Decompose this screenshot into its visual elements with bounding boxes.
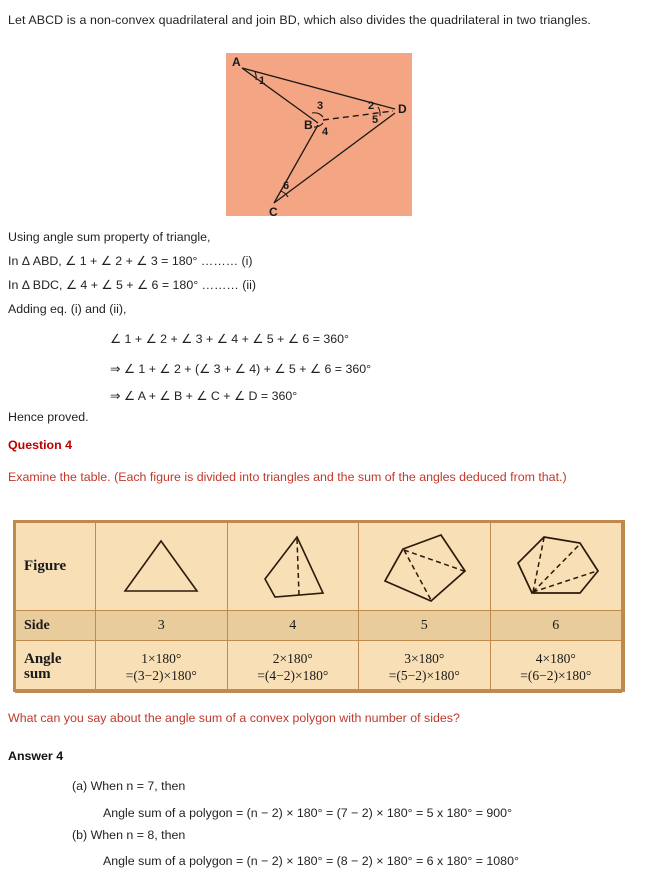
angle-sum-quadrilateral-line2: =(4−2)×180° xyxy=(257,667,329,683)
vertex-label-A: A xyxy=(232,55,241,69)
proof-equation-1: ∠ 1 + ∠ 2 + ∠ 3 + ∠ 4 + ∠ 5 + ∠ 6 = 360° xyxy=(110,332,350,346)
vertex-label-B: B xyxy=(304,118,313,132)
proof-line-2: In Δ ABD, ∠ 1 + ∠ 2 + ∠ 3 = 180° ……… (i) xyxy=(8,254,253,268)
angle-sum-hexagon xyxy=(490,641,622,693)
side-count-quadrilateral: 4 xyxy=(227,611,359,641)
angle-sum-pentagon-line2: =(5−2)×180° xyxy=(388,667,460,683)
row-label-figure: Figure xyxy=(16,523,96,611)
question-heading: Question 4 xyxy=(8,438,73,452)
non-convex-quadrilateral-figure xyxy=(226,53,412,216)
angle-number-2: 2 xyxy=(368,100,375,112)
angle-sum-triangle xyxy=(96,641,228,693)
answer-b-label: (b) When n = 8, then xyxy=(72,828,186,842)
proof-line-3: In Δ BDC, ∠ 4 + ∠ 5 + ∠ 6 = 180° ……… (ii) xyxy=(8,278,256,292)
row-label-angle-line1: Angle xyxy=(24,650,62,667)
table-row-figure xyxy=(16,523,622,611)
angle-sum-quadrilateral-line1: 2×180° xyxy=(272,650,313,666)
angle-sum-pentagon xyxy=(359,641,491,693)
row-label-side: Side xyxy=(16,611,96,641)
vertex-label-D: D xyxy=(398,102,407,116)
answer-a-label: (a) When n = 7, then xyxy=(72,779,186,793)
angle-sum-quadrilateral xyxy=(227,641,359,693)
table-row-angle-sum xyxy=(16,641,622,693)
figure-cell-pentagon xyxy=(359,523,491,611)
side-count-hexagon: 6 xyxy=(490,611,622,641)
angle-number-5: 5 xyxy=(372,114,379,126)
angle-sum-hexagon-line2: =(6−2)×180° xyxy=(520,667,592,683)
angle-number-3: 3 xyxy=(317,100,324,112)
answer-b-formula: Angle sum of a polygon = (n − 2) × 180° = (8 − 2) × 180° = 6 x 180° = 1080° xyxy=(103,854,519,868)
question-body: Examine the table. (Each figure is divided into triangles and the sum of the angles deduced from that.) xyxy=(8,470,567,484)
angle-number-4: 4 xyxy=(322,126,329,138)
side-count-triangle: 3 xyxy=(96,611,228,641)
proof-line-4: Adding eq. (i) and (ii), xyxy=(8,302,127,316)
proof-conclusion: Hence proved. xyxy=(8,410,89,424)
angle-sum-triangle-line1: 1×180° xyxy=(141,650,182,666)
figure-cell-quadrilateral xyxy=(227,523,359,611)
angle-sum-pentagon-line1: 3×180° xyxy=(404,650,445,666)
figure-cell-hexagon xyxy=(490,523,622,611)
side-count-pentagon: 5 xyxy=(359,611,491,641)
row-label-angle-sum xyxy=(16,641,96,693)
angle-sum-triangle-line2: =(3−2)×180° xyxy=(125,667,197,683)
answer-heading: Answer 4 xyxy=(8,749,64,763)
row-label-angle-line2: sum xyxy=(24,665,51,682)
angle-number-6: 6 xyxy=(283,180,290,192)
angle-sum-hexagon-line1: 4×180° xyxy=(535,650,576,666)
angle-number-1: 1 xyxy=(259,75,266,87)
question-followup: What can you say about the angle sum of a convex polygon with number of sides? xyxy=(8,711,460,725)
answer-a-formula: Angle sum of a polygon = (n − 2) × 180° = (7 − 2) × 180° = 5 x 180° = 900° xyxy=(103,806,513,820)
figure-cell-triangle xyxy=(96,523,228,611)
vertex-label-C: C xyxy=(269,205,278,216)
proof-equation-3: ⇒ ∠ A + ∠ B + ∠ C + ∠ D = 360° xyxy=(110,389,298,403)
polygon-angle-sum-table xyxy=(13,520,625,692)
intro-paragraph: Let ABCD is a non-convex quadrilateral and join BD, which also divides the quadrilateral in two triangles. xyxy=(8,13,591,27)
proof-line-1: Using angle sum property of triangle, xyxy=(8,230,211,244)
table-row-side xyxy=(16,611,622,641)
proof-equation-2: ⇒ ∠ 1 + ∠ 2 + (∠ 3 + ∠ 4) + ∠ 5 + ∠ 6 = 360° xyxy=(110,362,372,376)
